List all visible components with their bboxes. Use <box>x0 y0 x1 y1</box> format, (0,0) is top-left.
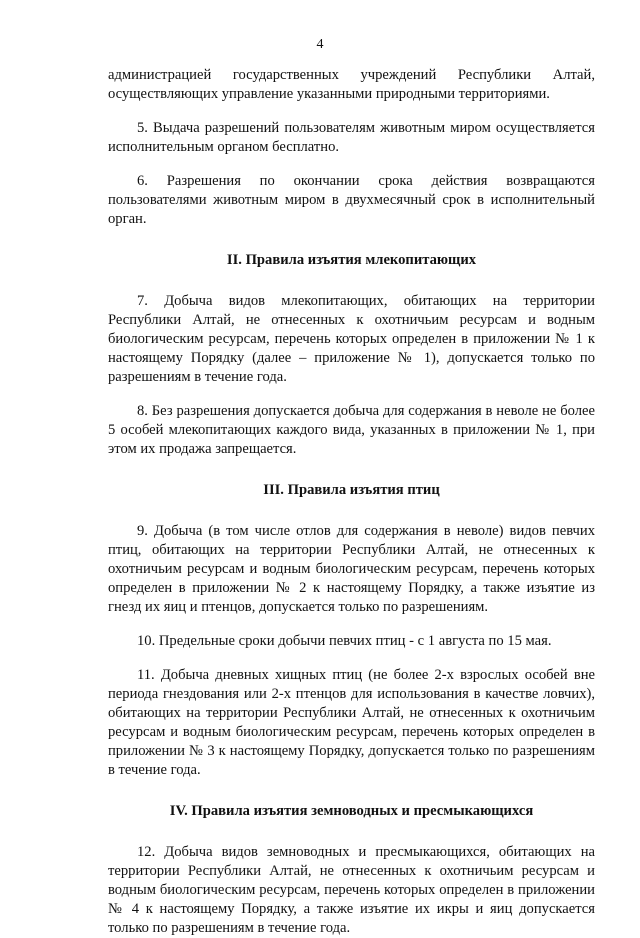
paragraph-9: 9. Добыча (в том числе отлов для содержания в неволе) видов певчих птиц, обитающих на территории Республики Алтай, не отнесенных к охотничьим ресурсам и водным биологическим ресурсам, перечень которых определен в приложении № 2 к настоящему Порядку, а также изъятие из гнезд их яиц и птенцов, допускается только по разрешениям. <box>108 523 595 615</box>
paragraph-5: 5. Выдача разрешений пользователям животным миром осуществляется исполнительным органом бесплатно. <box>108 120 595 155</box>
section-heading-3: III. Правила изъятия птиц <box>263 482 440 498</box>
paragraph-11: 11. Добыча дневных хищных птиц (не более 2-х взрослых особей вне периода гнездования или 2-х птенцов для использования в качестве ловчих), обитающих на территории Республики Алтай, не отнесенных к охотничьим ресурсам и водным биологическим ресурсам, перечень которых определен в приложении № 3 к настоящему Порядку, допускается только по разрешениям в течение года. <box>108 667 595 778</box>
paragraph-6: 6. Разрешения по окончании срока действия возвращаются пользователями животным миром в двухмесячный срок в исполнительный орган. <box>108 173 595 227</box>
paragraph-8: 8. Без разрешения допускается добыча для содержания в неволе не более 5 особей млекопитающих каждого вида, указанных в приложении № 1, при этом их продажа запрещается. <box>108 403 595 457</box>
document-body <box>108 66 595 938</box>
section-heading-2: II. Правила изъятия млекопитающих <box>226 252 477 268</box>
page-number: 4 <box>316 37 324 52</box>
section-heading-4: IV. Правила изъятия земноводных и пресмыкающихся <box>169 803 534 819</box>
paragraph-10: 10. Предельные сроки добычи певчих птиц - с 1 августа по 15 мая. <box>137 633 552 649</box>
paragraph-7: 7. Добыча видов млекопитающих, обитающих на территории Республики Алтай, не отнесенных к охотничьим ресурсам и водным биологическим ресурсам, перечень которых определен в приложении № 1 к настоящему Порядку (далее – приложение № 1), допускается только по разрешениям в течение года. <box>108 293 595 385</box>
paragraph-continuation: администрацией государственных учреждений Республики Алтай, осуществляющих управление указанными природными территориями. <box>108 67 595 102</box>
paragraph-12: 12. Добыча видов земноводных и пресмыкающихся, обитающих на территории Республики Алтай, не отнесенных к охотничьим ресурсам и водным биологическим ресурсам, перечень которых определен в приложении № 4 к настоящему Порядку, а также изъятие их икры и яиц допускается только по разрешениям в течение года. <box>108 844 595 936</box>
